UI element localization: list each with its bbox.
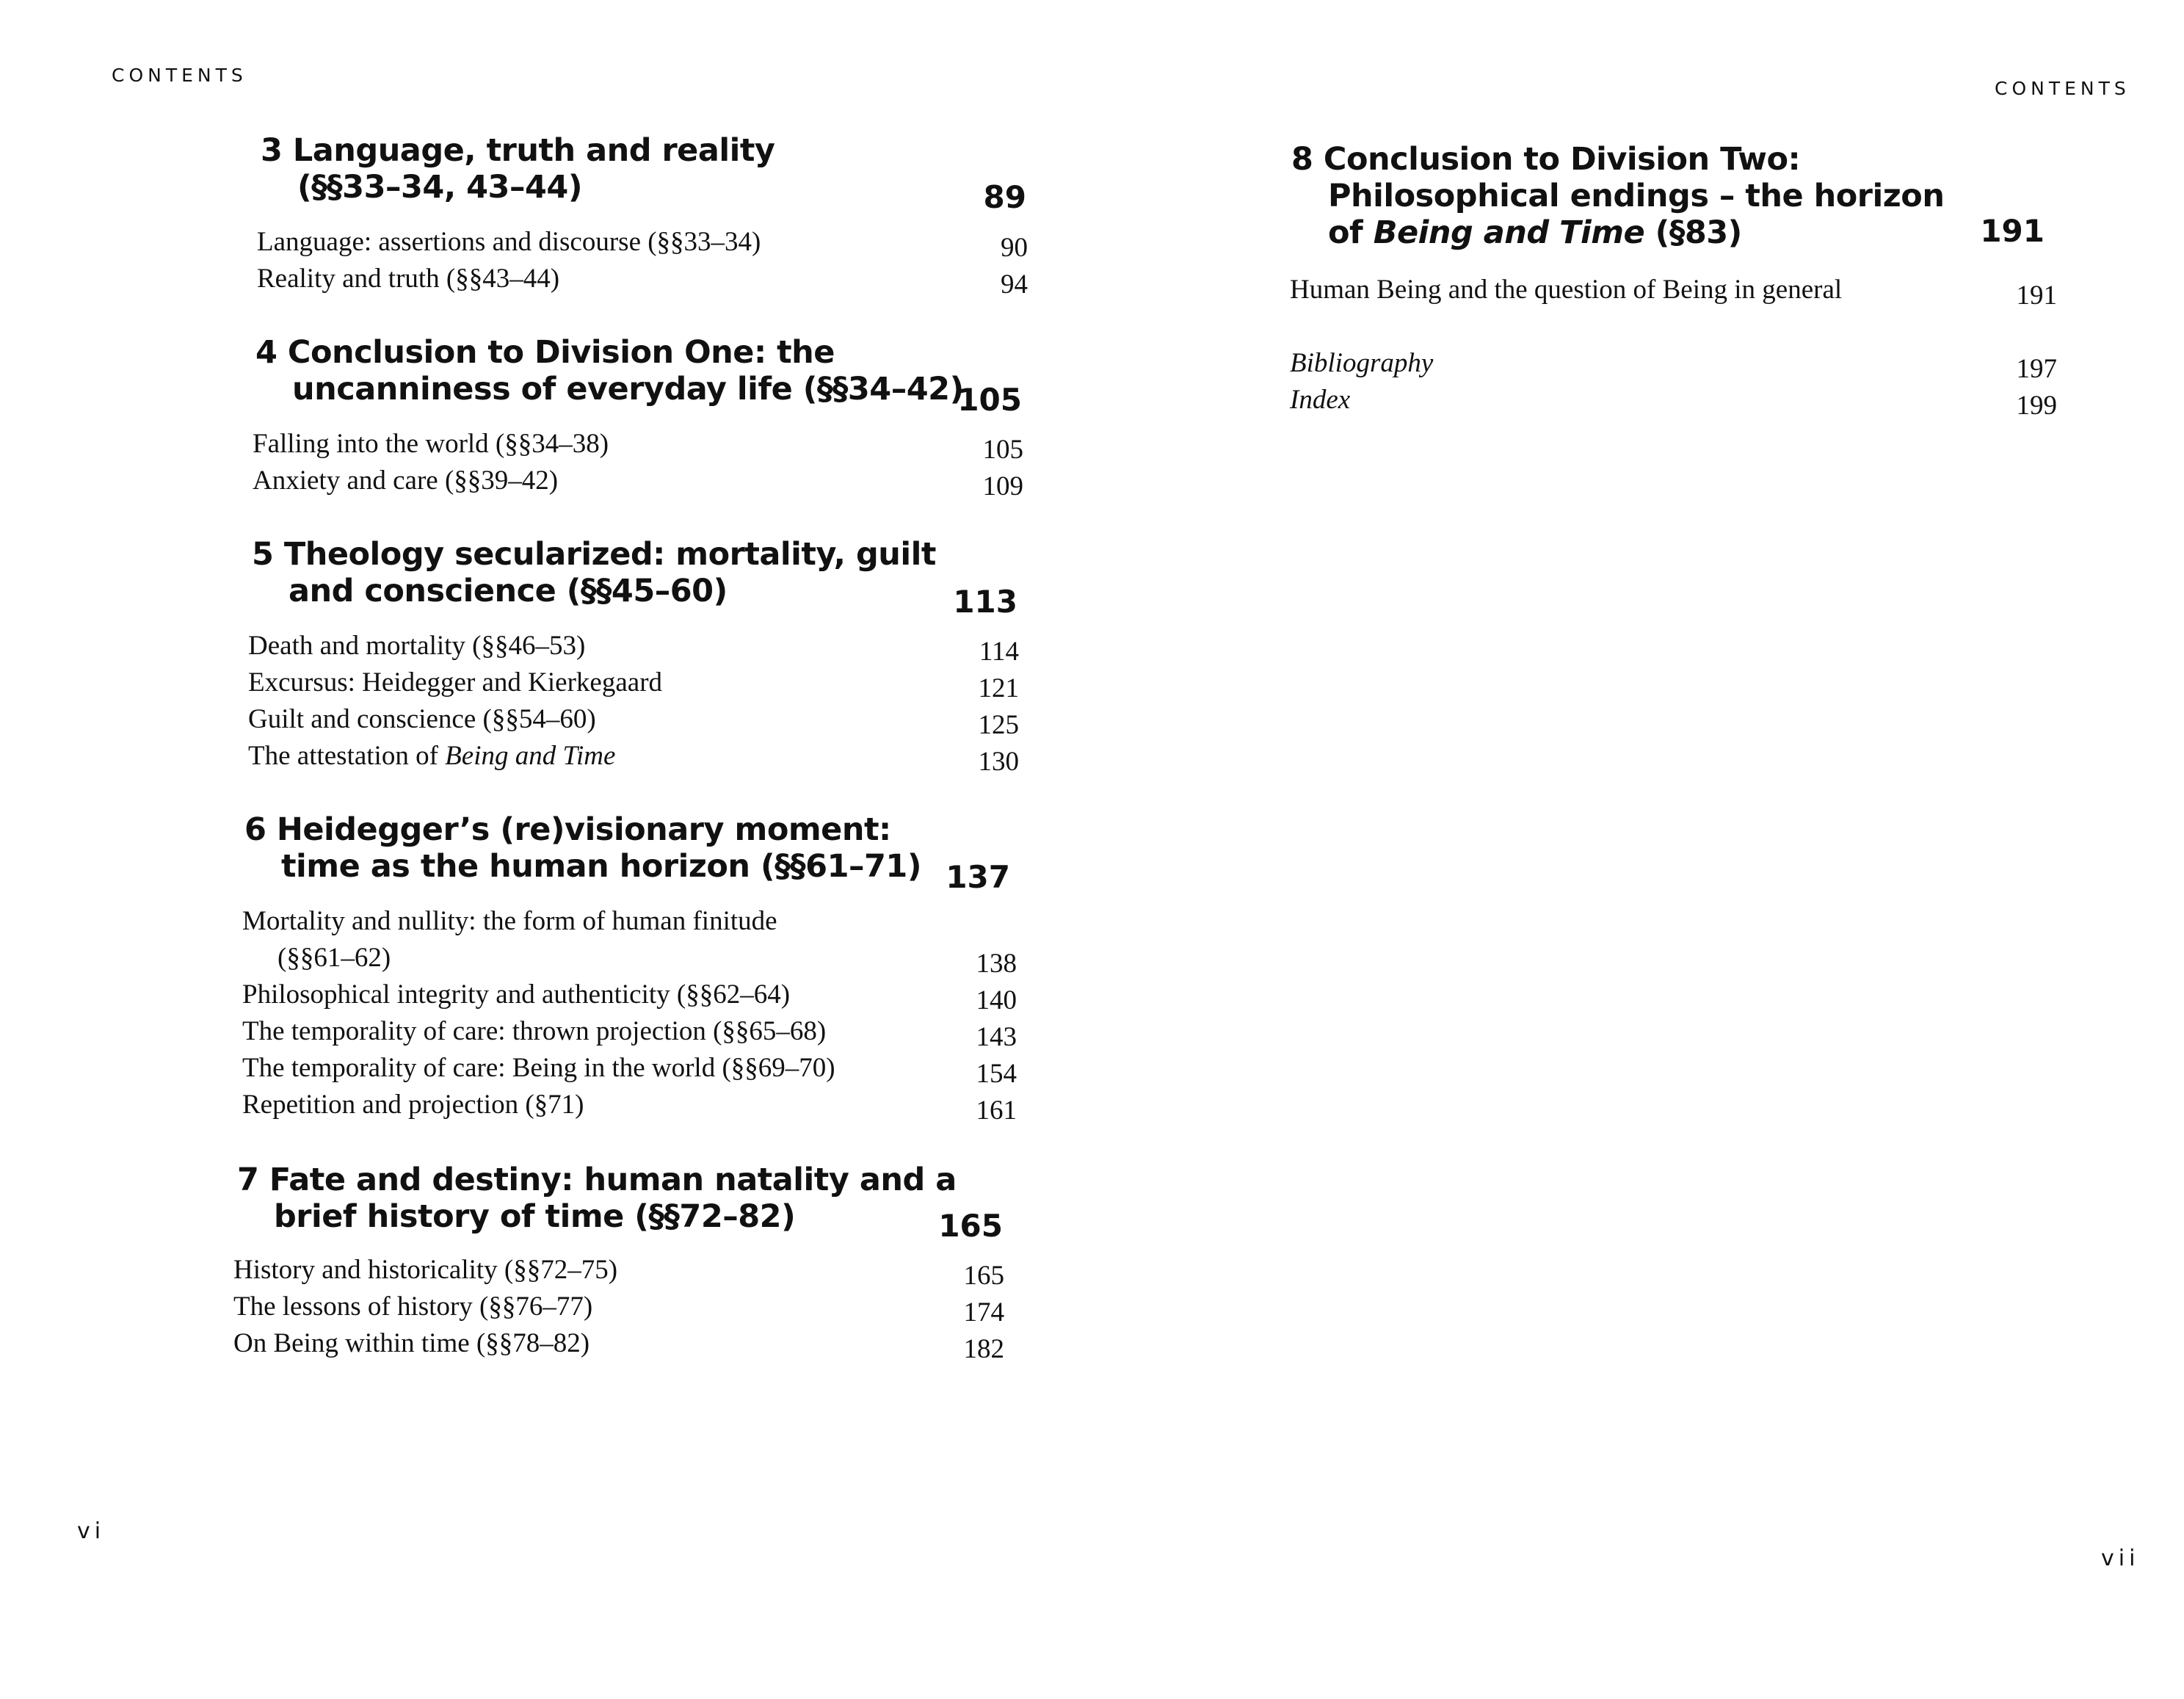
entry-page: 125 <box>978 710 1019 740</box>
folio-right: vii <box>2101 1546 2140 1571</box>
entry-title: Index <box>1290 385 1351 415</box>
chapter-3-title-line-2: (§§33–34, 43–44) <box>297 169 582 206</box>
entry-page: 90 <box>1001 233 1028 263</box>
toc-entry-bibliography <box>1290 345 2057 382</box>
entry-title: Falling into the world (§§34–38) <box>253 429 609 459</box>
toc-entry <box>242 1013 1017 1050</box>
toc-entry <box>233 1289 1004 1325</box>
chapter-6-entries <box>242 903 1017 1126</box>
chapter-8-page: 191 <box>1980 213 2045 249</box>
entry-page: 197 <box>2016 354 2057 384</box>
entry-title: Human Being and the question of Being in general <box>1290 275 1843 305</box>
entry-title: Repetition and projection (§71) <box>242 1090 584 1120</box>
chapter-5-title-line-2: and conscience (§§45–60) <box>289 573 728 609</box>
chapter-3-title-line-1: 3 Language, truth and reality <box>261 132 775 169</box>
toc-entry <box>242 903 1017 977</box>
chapter-4-title <box>255 334 964 407</box>
toc-entry <box>257 224 1028 261</box>
chapter-8-title-italic: Being and Time <box>1373 214 1645 251</box>
entry-title: Bibliography <box>1290 348 1434 378</box>
chapter-4-page: 105 <box>957 382 1022 418</box>
entry-title-prefix: The attestation of <box>248 741 446 771</box>
entry-page: 182 <box>963 1334 1004 1364</box>
entry-title: Excursus: Heidegger and Kierkegaard <box>248 667 663 698</box>
entry-page: 109 <box>982 471 1023 501</box>
toc-entry <box>257 261 1028 300</box>
entry-page: 114 <box>979 637 1019 667</box>
chapter-3-title <box>261 132 774 206</box>
chapter-8-title-line-3 <box>1291 214 1944 251</box>
entry-page: 130 <box>978 747 1019 777</box>
toc-entry <box>248 628 1019 667</box>
chapter-8-title-line-2: Philosophical endings – the horizon <box>1328 178 1945 214</box>
entry-title: Guilt and conscience (§§54–60) <box>248 704 596 734</box>
back-matter <box>1290 345 2057 419</box>
toc-entry <box>253 463 1023 499</box>
chapter-8-title <box>1291 141 1944 251</box>
chapter-7-title-line-2: brief history of time (§§72–82) <box>274 1198 796 1235</box>
entry-page: 140 <box>976 985 1017 1015</box>
entry-title: Reality and truth (§§43–44) <box>257 264 560 294</box>
entry-title: On Being within time (§§78–82) <box>233 1328 590 1358</box>
entry-page: 199 <box>2016 391 2057 421</box>
chapter-6-page: 137 <box>946 859 1010 895</box>
chapter-8-entries <box>1290 272 2057 311</box>
entry-page: 165 <box>963 1261 1004 1291</box>
chapter-5-entries <box>248 628 1019 775</box>
entry-title: History and historicality (§§72–75) <box>233 1255 618 1285</box>
toc-entry <box>253 426 1023 463</box>
chapter-7-title-line-1: 7 Fate and destiny: human natality and a <box>237 1162 957 1198</box>
chapter-8-title-line-1: 8 Conclusion to Division Two: <box>1291 141 1801 178</box>
chapter-6-title-line-1: 6 Heidegger’s (re)visionary moment: <box>244 811 891 848</box>
running-head-right: CONTENTS <box>1995 78 2130 99</box>
toc-entry <box>242 977 1017 1013</box>
chapter-3-entries <box>257 224 1028 300</box>
chapter-4-title-line-1: 4 Conclusion to Division One: the <box>255 334 835 371</box>
chapter-4-title-line-2: uncanniness of everyday life (§§34–42) <box>292 371 964 407</box>
chapter-6-title-line-2: time as the human horizon (§§61–71) <box>281 848 921 885</box>
right-page <box>1092 0 2184 1699</box>
entry-title: Philosophical integrity and authenticity (§§62–64) <box>242 979 791 1010</box>
chapter-7-title <box>237 1162 957 1235</box>
entry-title-italic: Being and Time <box>445 741 616 771</box>
toc-entry <box>1290 272 2057 311</box>
toc-entry <box>248 664 1019 701</box>
entry-title-continued: (§§61–62) <box>277 943 391 973</box>
toc-entry <box>242 1087 1017 1126</box>
entry-page: 143 <box>976 1022 1017 1052</box>
entry-title: Mortality and nullity: the form of human finitude <box>242 906 777 936</box>
chapter-8-title-prefix: of <box>1328 214 1374 251</box>
chapter-7-entries <box>233 1252 1004 1362</box>
toc-entry <box>233 1325 1004 1362</box>
entry-page: 154 <box>976 1059 1017 1089</box>
entry-page: 105 <box>982 435 1023 465</box>
chapter-3-page: 89 <box>983 179 1026 215</box>
chapter-7-page: 165 <box>938 1208 1003 1244</box>
entry-page: 191 <box>2016 280 2057 311</box>
chapter-6-title <box>244 811 921 885</box>
chapter-5-title-line-1: 5 Theology secularized: mortality, guilt <box>252 536 936 573</box>
entry-title: The temporality of care: Being in the world (§§69–70) <box>242 1053 835 1083</box>
toc-entry <box>242 1050 1017 1087</box>
entry-title: Death and mortality (§§46–53) <box>248 631 586 661</box>
chapter-8-title-suffix: (§83) <box>1644 214 1742 251</box>
entry-title: The lessons of history (§§76–77) <box>233 1292 593 1322</box>
toc-entry <box>248 701 1019 738</box>
entry-page: 161 <box>976 1095 1017 1126</box>
entry-title: The temporality of care: thrown projection (§§65–68) <box>242 1016 827 1046</box>
entry-page: 94 <box>1001 269 1028 300</box>
running-head-left: CONTENTS <box>112 65 247 86</box>
chapter-4-entries <box>253 426 1023 499</box>
entry-page: 121 <box>978 673 1019 703</box>
toc-entry <box>233 1252 1004 1289</box>
toc-entry <box>248 738 1019 775</box>
entry-title: Anxiety and care (§§39–42) <box>253 465 559 496</box>
entry-page: 174 <box>963 1297 1004 1327</box>
chapter-5-title <box>252 536 936 609</box>
entry-page: 138 <box>976 949 1017 979</box>
folio-left: vi <box>77 1518 106 1544</box>
chapter-5-page: 113 <box>953 584 1017 620</box>
entry-title: Language: assertions and discourse (§§33–34) <box>257 227 761 257</box>
toc-entry-index <box>1290 382 2057 419</box>
entry-title <box>248 738 615 775</box>
